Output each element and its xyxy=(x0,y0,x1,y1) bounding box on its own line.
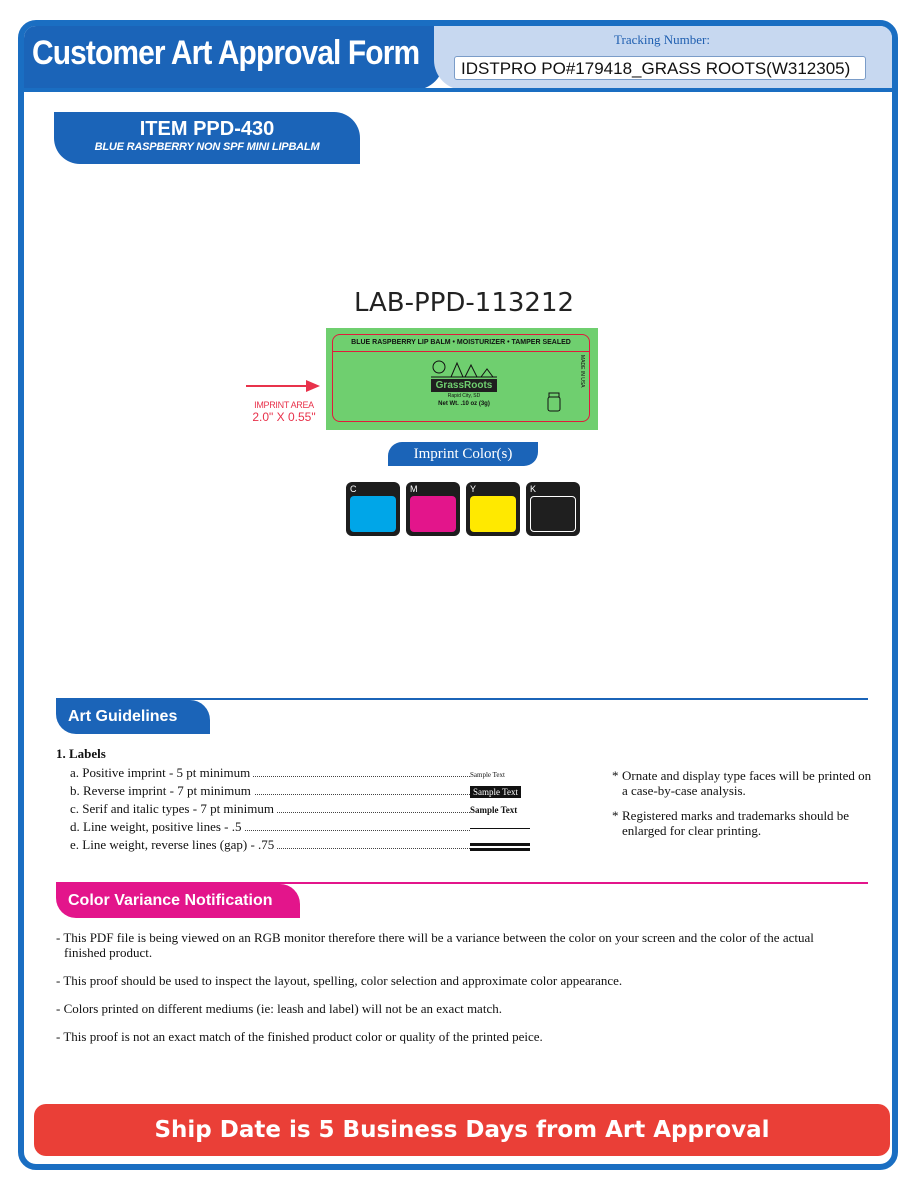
variance-item: - This proof is not an exact match of the finished product color or quality of the printed peice. xyxy=(56,1029,543,1044)
label-band-text: BLUE RASPBERRY LIP BALM • MOISTURIZER • TAMPER SEALED xyxy=(333,335,589,352)
logo-graphic-icon xyxy=(421,357,507,379)
guideline-text: e. Line weight, reverse lines (gap) - .75 xyxy=(70,836,277,854)
guideline-text: b. Reverse imprint - 7 pt minimum xyxy=(70,782,254,800)
variance-item: - This PDF file is being viewed on an RGB monitor therefore there will be a variance between the color on your screen and the color of the actual finished product. xyxy=(56,930,814,960)
item-tag xyxy=(54,112,360,164)
guideline-row xyxy=(70,764,540,782)
swatch-fill xyxy=(410,496,456,532)
sample-positive xyxy=(470,764,532,782)
guideline-row xyxy=(70,836,540,854)
swatch-yellow xyxy=(466,482,520,536)
label-artwork xyxy=(326,328,598,430)
color-swatches xyxy=(346,482,586,540)
swatch-fill xyxy=(530,496,576,532)
brand-name: GrassRoots xyxy=(431,379,498,392)
sample-reverse xyxy=(470,782,532,800)
swatch-cyan xyxy=(346,482,400,536)
guideline-text: c. Serif and italic types - 7 pt minimum xyxy=(70,800,277,818)
imprint-area-label: IMPRINT AREA xyxy=(254,400,314,410)
swatch-letter: C xyxy=(350,484,357,494)
swatch-letter: M xyxy=(410,484,418,494)
swatch-letter: K xyxy=(530,484,537,494)
guideline-row xyxy=(70,818,540,836)
swatch-black xyxy=(526,482,580,536)
lab-code: LAB-PPD-113212 xyxy=(353,288,575,318)
guideline-row xyxy=(70,782,540,800)
net-weight: Net Wt. .10 oz (3g) xyxy=(438,401,490,407)
imprint-area-note xyxy=(244,386,324,424)
guidelines-heading: Art Guidelines xyxy=(56,700,210,734)
swatch-letter: Y xyxy=(470,484,477,494)
header-divider xyxy=(24,88,898,92)
imprint-area-size: 2.0" X 0.55" xyxy=(252,410,316,424)
sample-text: Sample Text xyxy=(470,786,521,798)
sample-text: Sample Text xyxy=(470,771,505,779)
swatch-fill xyxy=(350,496,396,532)
tracking-number-field[interactable]: IDSTPRO PO#179418_GRASS ROOTS(W312305) xyxy=(454,56,866,80)
reverse-line-bottom xyxy=(470,848,530,851)
positive-line xyxy=(470,828,530,829)
guideline-notes xyxy=(612,768,872,848)
header-title-panel xyxy=(24,26,444,90)
ship-date-banner: Ship Date is 5 Business Days from Art Approval xyxy=(34,1104,890,1156)
tracking-label: Tracking Number: xyxy=(614,32,710,47)
sample-serif xyxy=(470,800,532,818)
item-title: ITEM PPD-430 xyxy=(139,118,275,140)
jar-icon xyxy=(547,391,561,413)
variance-item: - Colors printed on different mediums (ie: leash and label) will not be an exact match. xyxy=(56,1001,502,1016)
note-trademarks: * Registered marks and trademarks should be enlarged for clear printing. xyxy=(612,808,872,838)
variance-item: - This proof should be used to inspect the layout, spelling, color selection and approximate color appearance. xyxy=(56,973,623,988)
brand-logo xyxy=(421,357,507,417)
imprint-colors-heading: Imprint Color(s) xyxy=(388,442,538,466)
guideline-text: d. Line weight, positive lines - .5 xyxy=(70,818,245,836)
guidelines-list xyxy=(70,764,540,854)
label-border xyxy=(332,334,590,422)
form-frame xyxy=(18,20,898,1170)
item-subtitle: BLUE RASPBERRY NON SPF MINI LIPBALM xyxy=(94,141,320,153)
sample-text: Sample Text xyxy=(470,805,518,815)
variance-list xyxy=(56,930,856,1057)
sample-reverse-line xyxy=(470,836,532,854)
sample-positive-line xyxy=(470,818,532,836)
brand-city: Rapid City, SD xyxy=(447,393,481,399)
guideline-row xyxy=(70,800,540,818)
labels-title: 1. Labels xyxy=(56,746,106,761)
form-title: Customer Art Approval Form xyxy=(32,34,420,72)
swatch-magenta xyxy=(406,482,460,536)
swatch-fill xyxy=(470,496,516,532)
reverse-line-top xyxy=(470,843,530,846)
variance-heading: Color Variance Notification xyxy=(56,884,300,918)
side-text: MADE IN USA xyxy=(579,355,585,388)
guideline-text: a. Positive imprint - 5 pt minimum xyxy=(70,764,253,782)
note-ornate: * Ornate and display type faces will be printed on a case-by-case analysis. xyxy=(612,768,872,798)
